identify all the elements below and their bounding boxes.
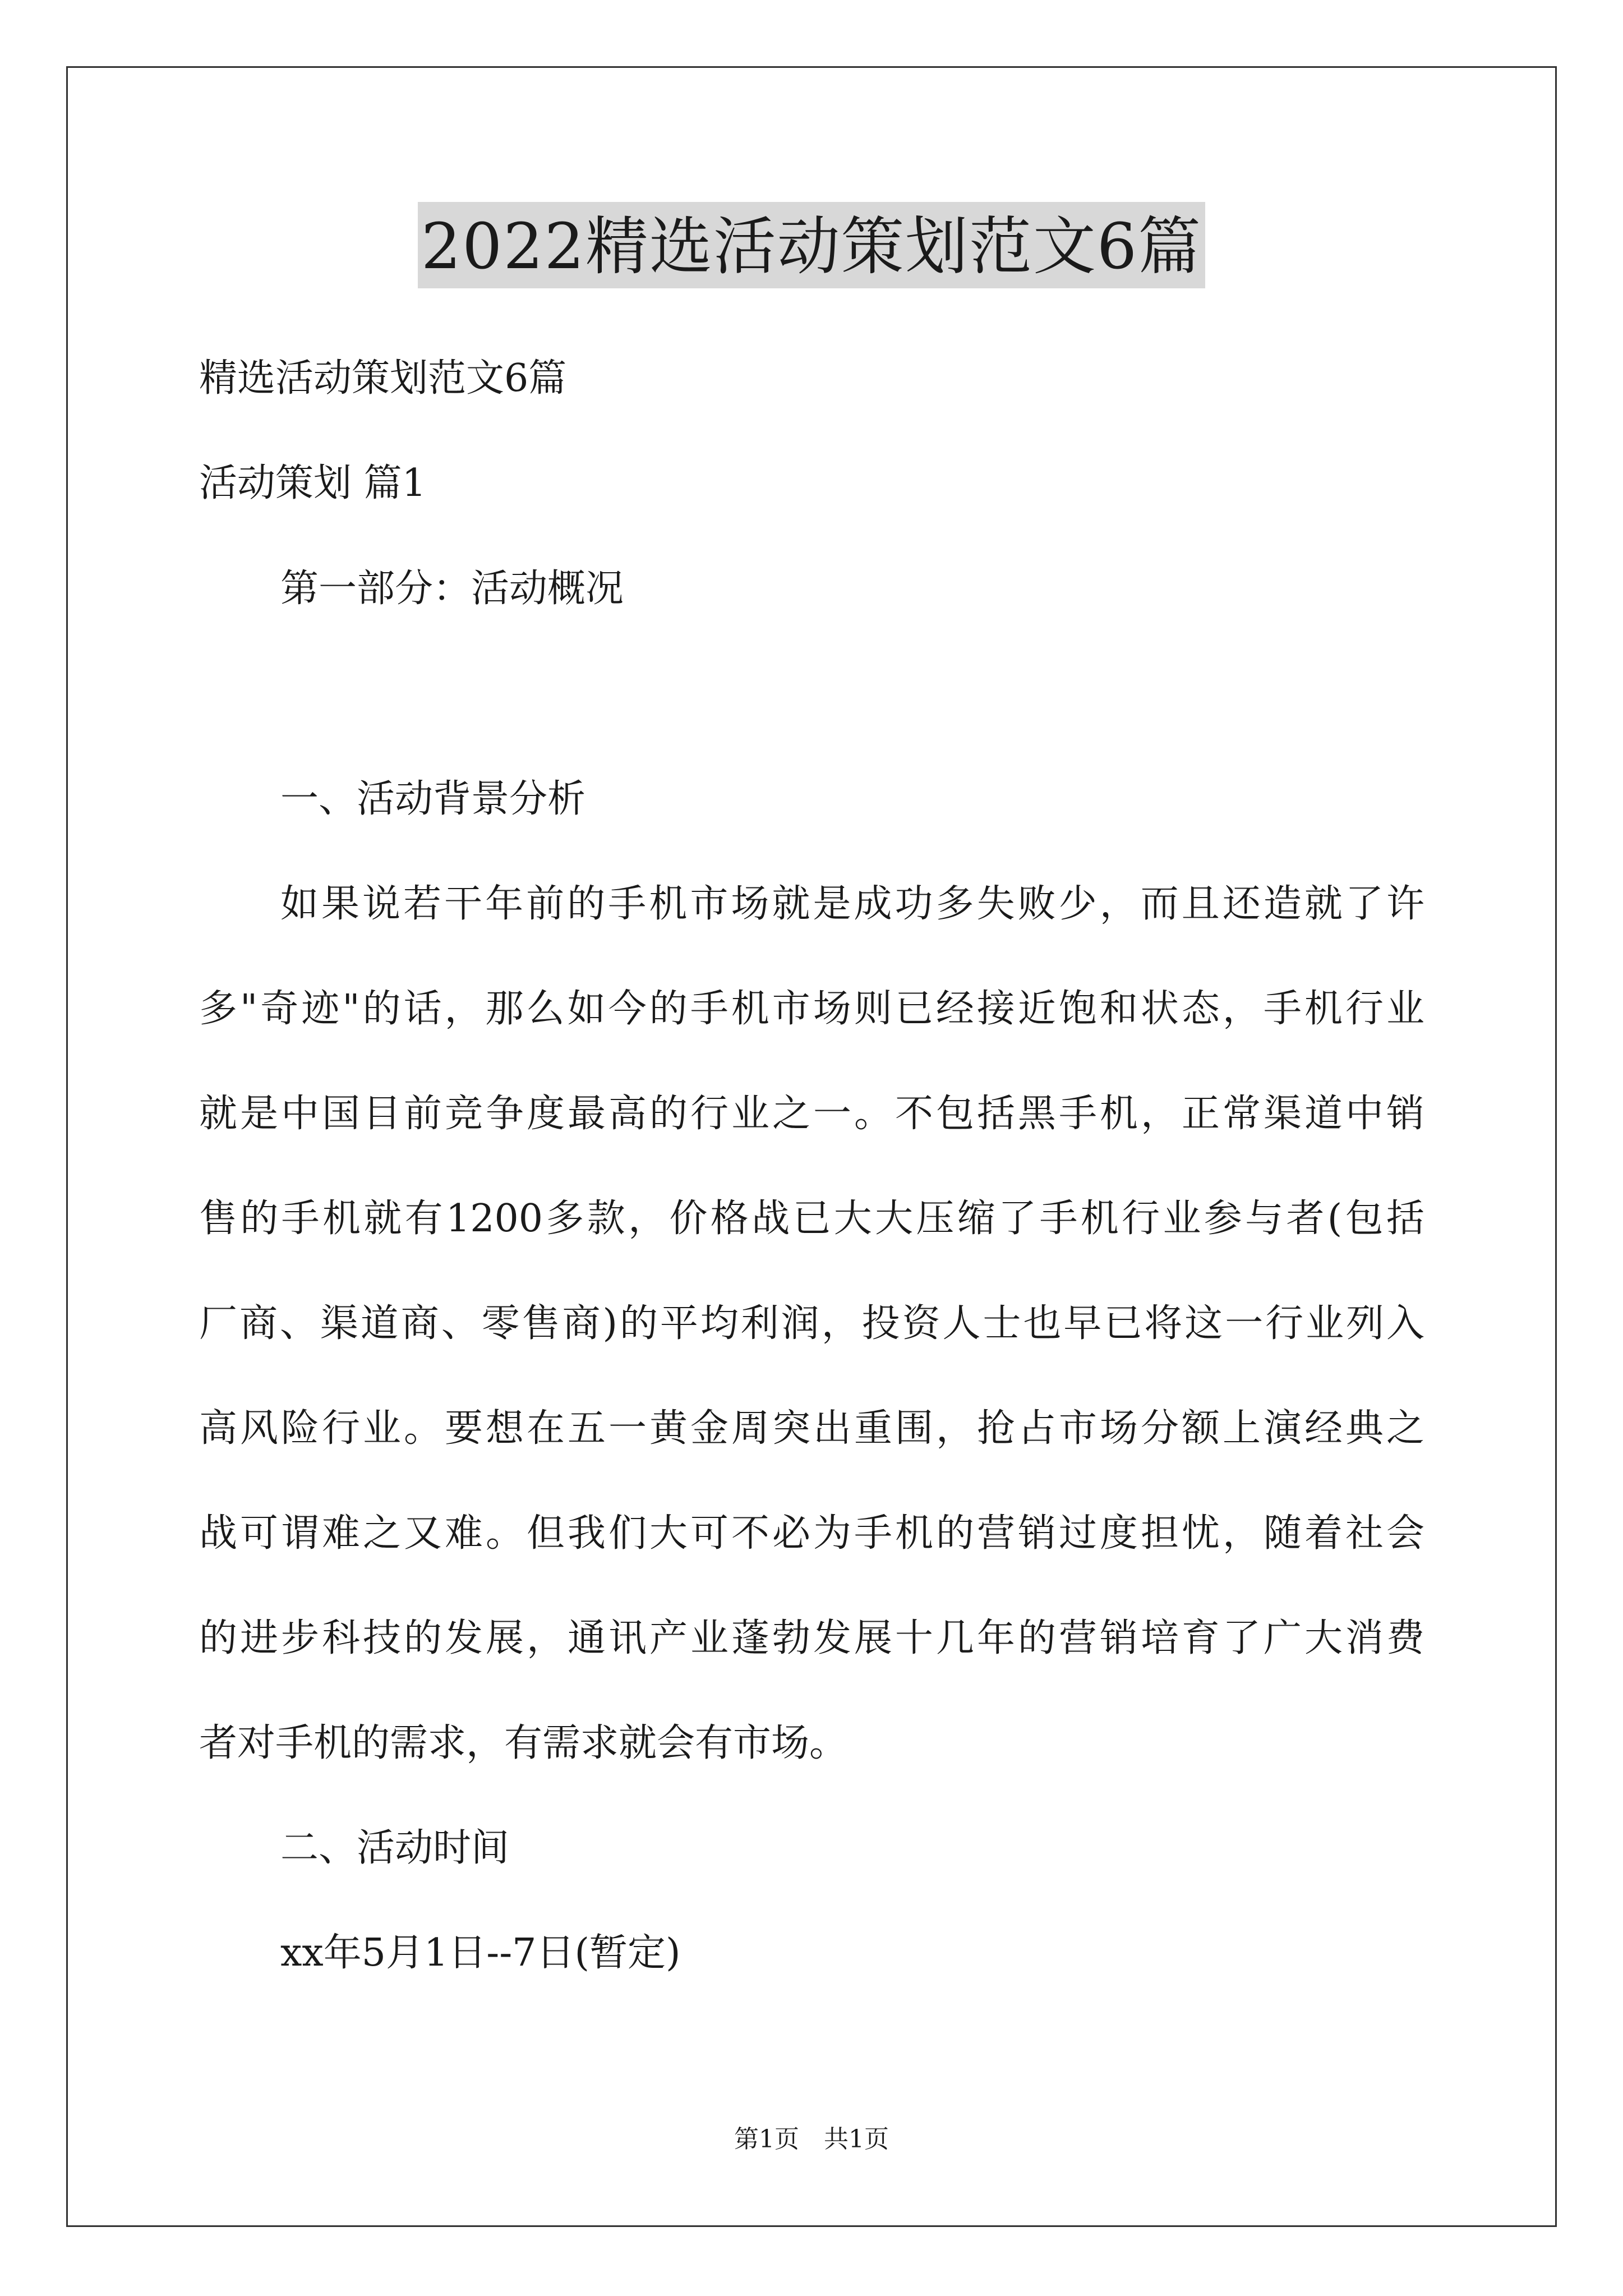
paragraph-line: 战可谓难之又难。但我们大可不必为手机的营销过度担忧，随着社会 xyxy=(199,1511,1424,1556)
paragraph-line: 售的手机就有1200多款，价格战已大大压缩了手机行业参与者(包括 xyxy=(199,1197,1424,1241)
section-heading-time: 二、活动时间 xyxy=(280,1826,510,1870)
paragraph-line: 厂商、渠道商、零售商)的平均利润，投资人士也早已将这一行业列入 xyxy=(199,1301,1424,1346)
paragraph-line: 高风险行业。要想在五一黄金周突出重围，抢占市场分额上演经典之 xyxy=(199,1406,1424,1451)
page-footer: 第1页 共1页 xyxy=(734,2125,889,2154)
document-subtitle: 精选活动策划范文6篇 xyxy=(199,356,567,401)
paragraph-line: 多"奇迹"的话，那么如今的手机市场则已经接近饱和状态，手机行业 xyxy=(199,987,1424,1031)
paragraph-line: 的进步科技的发展，通讯产业蓬勃发展十几年的营销培育了广大消费 xyxy=(199,1616,1424,1660)
part-heading: 第一部分：活动概况 xyxy=(280,567,624,611)
section-heading-background: 一、活动背景分析 xyxy=(280,777,586,821)
paragraph-line: 者对手机的需求，有需求就会有市场。 xyxy=(199,1721,848,1765)
title-container xyxy=(0,202,1623,288)
paragraph-line: 就是中国目前竞争度最高的行业之一。不包括黑手机，正常渠道中销 xyxy=(199,1092,1424,1136)
activity-time-text: xx年5月1日--7日(暂定) xyxy=(280,1931,681,1975)
paragraph-line: 如果说若干年前的手机市场就是成功多失败少，而且还造就了许 xyxy=(280,882,1424,926)
article-heading: 活动策划 篇1 xyxy=(199,461,426,505)
document-title: 2022精选活动策划范文6篇 xyxy=(418,202,1205,288)
